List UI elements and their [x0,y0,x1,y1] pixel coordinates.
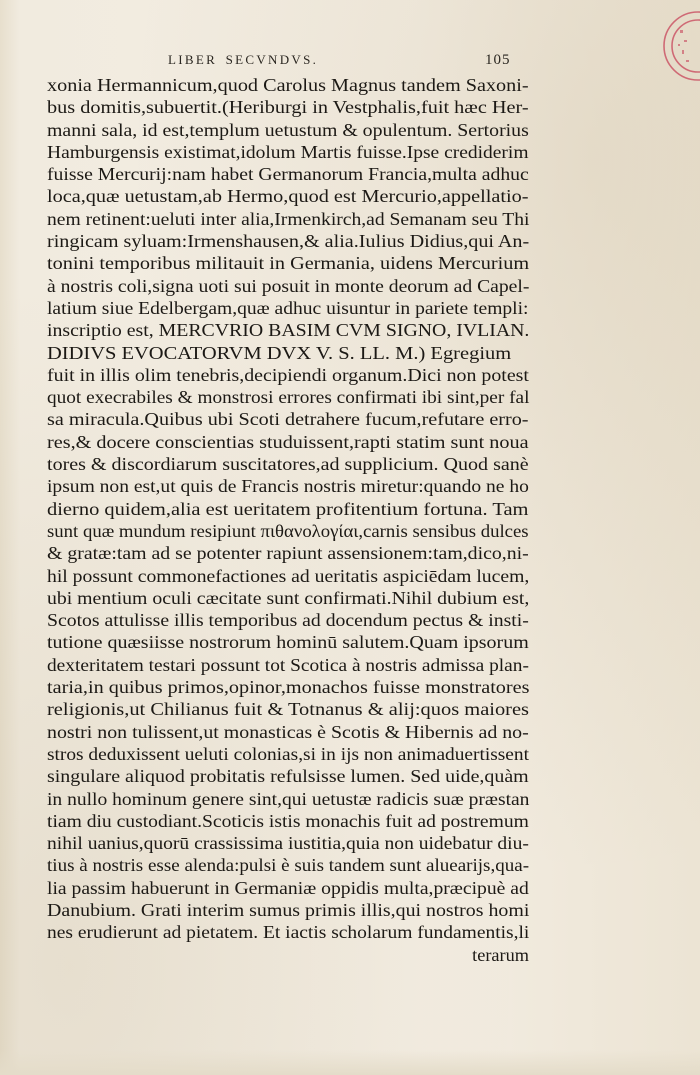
text-line: bus domitis,subuertit.(Heriburgi in Vestphalis,fuit hæc Her- [47,97,529,118]
text-line: in nullo hominum genere sint,qui uetustæ radicis suæ præstan [47,788,530,809]
text-line: sunt quæ mundum resipiunt πιθανολογίαι,carnis sensibus dulces [47,520,529,541]
text-line: loca,quæ uetustam,ab Hermo,quod est Mercurio,appellatio- [47,186,529,207]
text-line: & gratæ:tam ad se potenter rapiunt assensionem:tam,dico,ni- [47,543,529,564]
text-line: Danubium. Grati interim sumus primis illis,qui nostros homi [47,899,530,920]
text-line: dexteritatem testari possunt tot Scotica à nostris admissa plan- [47,654,529,675]
text-line: ubi mentium oculi cæcitate sunt confirmati.Nihil dubium est, [47,587,530,608]
text-line: religionis,ut Chilianus fuit & Totnanus & alij:quos maiores [47,699,530,720]
text-line: manni sala, id est,templum uetustum & opulentum. Sertorius [47,119,529,140]
running-head: LIBER SECVNDVS. [168,52,319,67]
text-line: taria,in quibus primos,opinor,monachos fuisse monstratores [47,677,530,698]
text-line: nes erudierunt ad pietatem. Et iactis scholarum fundamentis,li [47,922,530,943]
text-line: inscriptio est, MERCVRIO BASIM CVM SIGNO, IVLIAN. [47,320,530,341]
page-edge-shading [0,1050,700,1075]
text-line: stros deduxissent ueluti colonias,si in ijs non animaduertissent [47,743,529,764]
text-line: fuit in illis olim tenebris,decipiendi organum.Dici non potest [47,364,529,385]
library-stamp [658,0,700,92]
text-line: quot execrabiles & monstrosi errores confirmati ibi sint,per fal [47,387,530,408]
text-line: tores & discordiarum suscitatores,ad supplicium. Quod sanè [47,454,529,475]
text-line: tiam diu custodiant.Scoticis istis monachis fuit ad postremum [47,810,529,831]
page-header [0,52,700,74]
text-line: ringicam syluam:Irmenshausen,& alia.Iulius Didius,qui An- [47,231,530,252]
text-line: sa miracula.Quibus ubi Scoti detrahere fucum,refutare erro- [47,409,529,430]
text-line: tius à nostris esse alenda:pulsi è suis tandem sunt aluearijs,qua- [47,855,530,876]
page-number: 105 [485,52,511,68]
body-text [47,74,529,966]
text-line: xonia Hermannicum,quod Carolus Magnus tandem Saxoni- [47,75,529,95]
text-line: lia passim habuerunt in Germaniæ oppidis multa,præcipuè ad [47,877,529,898]
text-line: ipsum non est,ut quis de Francis nostris miretur:quando ne ho [47,476,529,497]
text-line: Hamburgensis existimat,idolum Martis fuisse.Ipse crediderim [47,141,529,162]
text-line: Scotos attulisse illis temporibus ad docendum pectus & insti- [47,610,529,631]
text-line: hil possunt commonefactiones ad ueritatis aspiciēdam lucem, [47,565,530,586]
text-line: dierno quidem,alia est ueritatem profitentium fortuna. Tam [47,498,529,519]
text-line: nem retinent:ueluti inter alia,Irmenkirch,ad Semanam seu Thi [47,208,530,229]
text-line: à nostris coli,signa uoti sui posuit in monte deorum ad Capel- [47,275,530,296]
text-line: res,& docere conscientias studuissent,rapti statim sunt noua [47,431,529,452]
text-line: nostri non tulissent,ut monasticas è Scotis & Hibernis ad no- [47,721,529,742]
text-line: latium siue Edelbergam,quæ adhuc uisuntur in pariete templi: [47,297,529,318]
text-line: terarum [472,944,529,965]
text-line: singulare aliquod probitatis refulsisse lumen. Sed uide,quàm [47,766,529,787]
text-line: tonini temporibus militauit in Germania, uidens Mercurium [47,253,530,274]
text-line: DIDIVS EVOCATORVM DVX V. S. LL. M.) Egregium [47,342,512,363]
text-line: nihil uanius,quorū crassissima iustitia,quia non uidebatur diu- [47,833,529,854]
text-line: fuisse Mercurij:nam habet Germanorum Francia,multa adhuc [47,164,529,185]
text-line: tutione quæsiisse nostrorum hominū salutem.Quam ipsorum [47,632,529,653]
